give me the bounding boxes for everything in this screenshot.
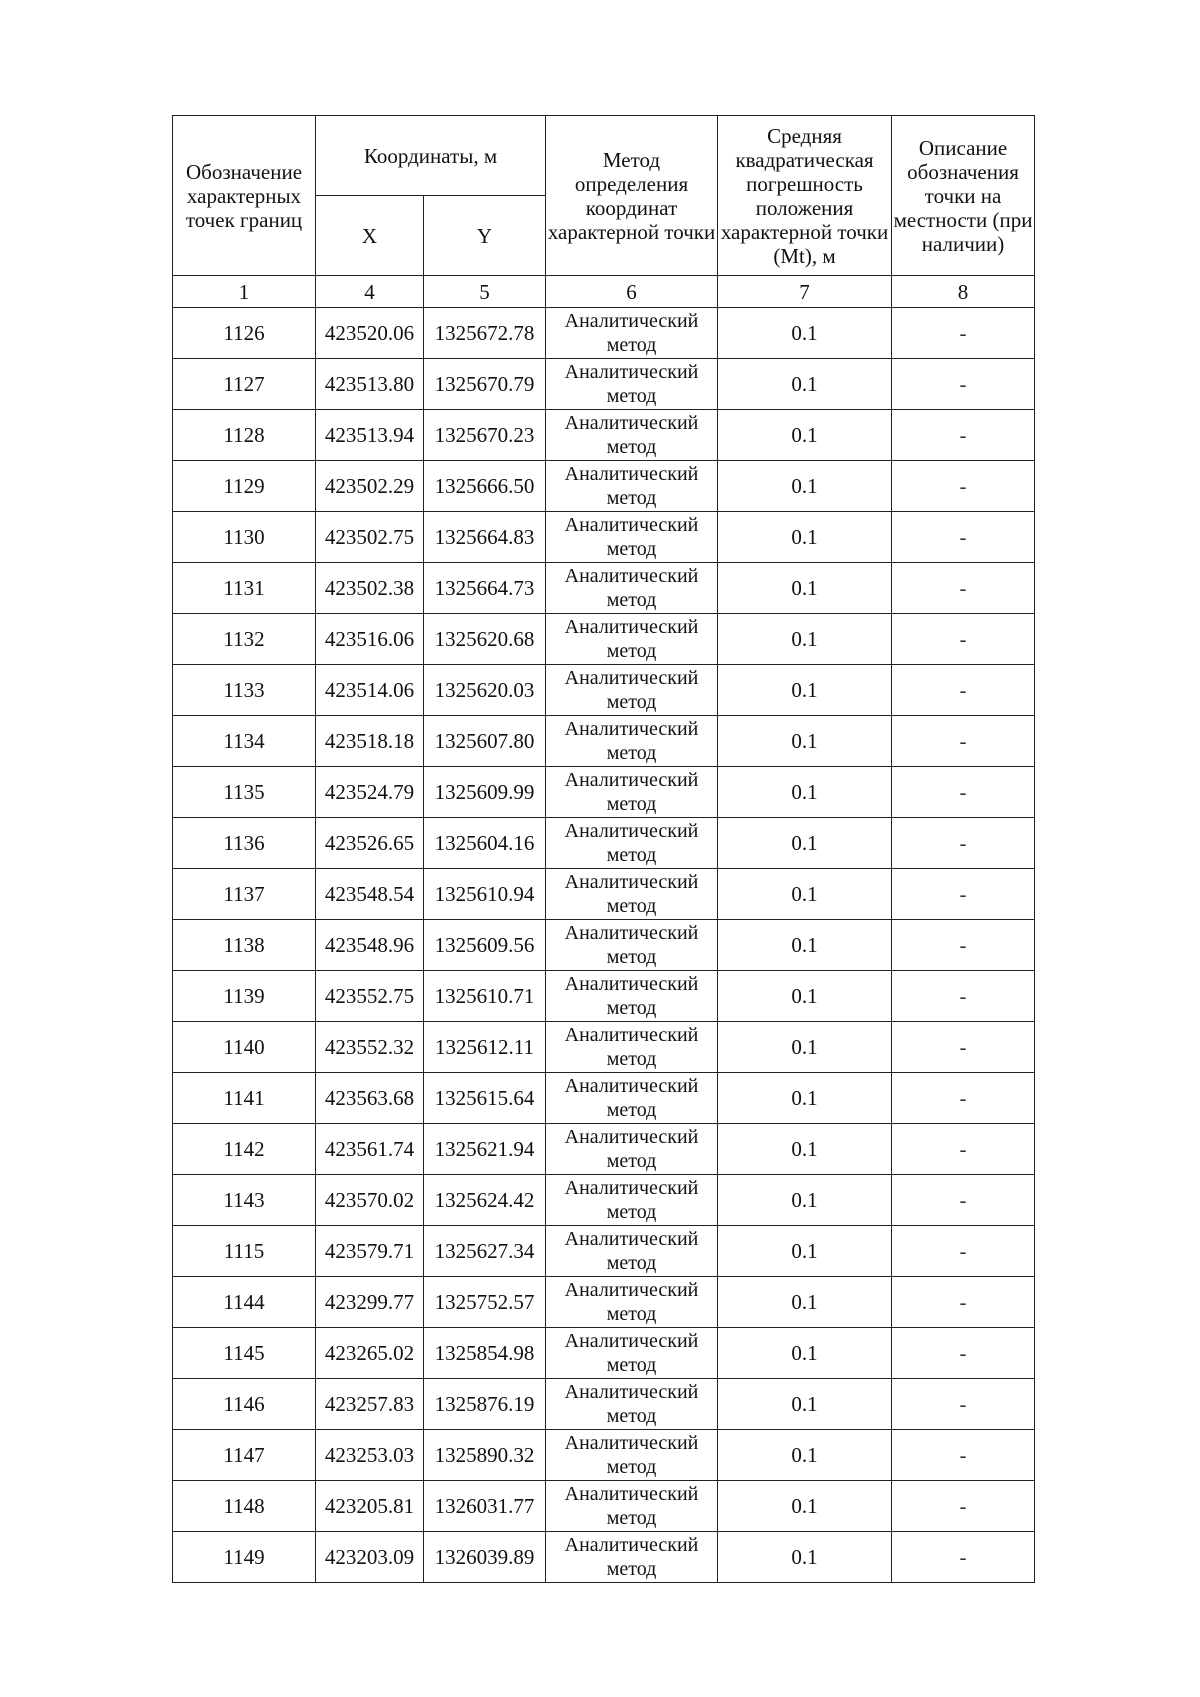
description-cell: - [892, 359, 1035, 410]
table-row [173, 1022, 1035, 1073]
error-cell: 0.1 [718, 665, 892, 716]
error-cell: 0.1 [718, 971, 892, 1022]
description-cell: - [892, 971, 1035, 1022]
description-cell: - [892, 665, 1035, 716]
error-cell: 0.1 [718, 461, 892, 512]
point-id-cell: 1144 [173, 1277, 316, 1328]
method-line-1: Аналитический [564, 718, 699, 740]
method-line-2: метод [606, 1099, 657, 1121]
method-line-2: метод [606, 589, 657, 611]
method-line-1: Аналитический [564, 1534, 699, 1556]
method-line-1: Аналитический [564, 871, 699, 893]
y-coordinate-cell: 1325610.94 [424, 869, 546, 920]
table-row [173, 665, 1035, 716]
point-id-cell: 1115 [173, 1226, 316, 1277]
table-row [173, 359, 1035, 410]
description-cell: - [892, 869, 1035, 920]
point-id-cell: 1147 [173, 1430, 316, 1481]
method-cell [546, 410, 718, 461]
method-line-1: Аналитический [564, 922, 699, 944]
method-line-1: Аналитический [564, 1126, 699, 1148]
method-line-1: Аналитический [564, 973, 699, 995]
y-coordinate-cell: 1325604.16 [424, 818, 546, 869]
method-line-1: Аналитический [564, 1075, 699, 1097]
x-coordinate-cell: 423520.06 [316, 308, 424, 359]
column-number: 7 [718, 276, 892, 308]
coordinates-table [172, 115, 1035, 1583]
column-number-row [173, 276, 1035, 308]
point-id-cell: 1132 [173, 614, 316, 665]
table-row [173, 1328, 1035, 1379]
method-cell [546, 1379, 718, 1430]
header-y: Y [424, 196, 546, 276]
method-line-1: Аналитический [564, 667, 699, 689]
description-cell: - [892, 1022, 1035, 1073]
table-row [173, 1073, 1035, 1124]
table-row [173, 614, 1035, 665]
method-cell [546, 563, 718, 614]
table-row [173, 512, 1035, 563]
y-coordinate-cell: 1325620.68 [424, 614, 546, 665]
error-cell: 0.1 [718, 1277, 892, 1328]
y-coordinate-cell: 1325621.94 [424, 1124, 546, 1175]
point-id-cell: 1128 [173, 410, 316, 461]
description-cell: - [892, 818, 1035, 869]
x-coordinate-cell: 423257.83 [316, 1379, 424, 1430]
x-coordinate-cell: 423513.94 [316, 410, 424, 461]
method-line-1: Аналитический [564, 412, 699, 434]
description-cell: - [892, 461, 1035, 512]
method-line-1: Аналитический [564, 1381, 699, 1403]
point-id-cell: 1140 [173, 1022, 316, 1073]
description-cell: - [892, 1277, 1035, 1328]
method-cell [546, 308, 718, 359]
method-cell [546, 971, 718, 1022]
method-line-1: Аналитический [564, 820, 699, 842]
method-line-2: метод [606, 538, 657, 560]
table-row [173, 1226, 1035, 1277]
method-line-1: Аналитический [564, 1330, 699, 1352]
x-coordinate-cell: 423265.02 [316, 1328, 424, 1379]
y-coordinate-cell: 1325670.79 [424, 359, 546, 410]
description-cell: - [892, 512, 1035, 563]
method-line-1: Аналитический [564, 565, 699, 587]
method-cell [546, 1175, 718, 1226]
method-line-2: метод [606, 1252, 657, 1274]
y-coordinate-cell: 1325620.03 [424, 665, 546, 716]
y-coordinate-cell: 1325672.78 [424, 308, 546, 359]
table-row [173, 716, 1035, 767]
description-cell: - [892, 563, 1035, 614]
y-coordinate-cell: 1325624.42 [424, 1175, 546, 1226]
description-cell: - [892, 410, 1035, 461]
method-line-2: метод [606, 844, 657, 866]
method-line-1: Аналитический [564, 1432, 699, 1454]
point-id-cell: 1130 [173, 512, 316, 563]
y-coordinate-cell: 1325607.80 [424, 716, 546, 767]
table-body [173, 308, 1035, 1583]
point-id-cell: 1126 [173, 308, 316, 359]
description-cell: - [892, 1328, 1035, 1379]
x-coordinate-cell: 423514.06 [316, 665, 424, 716]
x-coordinate-cell: 423205.81 [316, 1481, 424, 1532]
method-cell [546, 1277, 718, 1328]
header-point-label: Обозначение характерных точек границ [173, 116, 316, 276]
method-line-2: метод [606, 742, 657, 764]
method-line-2: метод [606, 895, 657, 917]
point-id-cell: 1139 [173, 971, 316, 1022]
table-row [173, 920, 1035, 971]
method-cell [546, 1022, 718, 1073]
method-line-2: метод [606, 691, 657, 713]
error-cell: 0.1 [718, 359, 892, 410]
error-cell: 0.1 [718, 1328, 892, 1379]
method-line-1: Аналитический [564, 1177, 699, 1199]
header-method: Метод определения координат характерной точки [546, 116, 718, 276]
method-cell [546, 1430, 718, 1481]
y-coordinate-cell: 1325666.50 [424, 461, 546, 512]
y-coordinate-cell: 1325854.98 [424, 1328, 546, 1379]
y-coordinate-cell: 1325664.83 [424, 512, 546, 563]
description-cell: - [892, 920, 1035, 971]
description-cell: - [892, 716, 1035, 767]
point-id-cell: 1134 [173, 716, 316, 767]
x-coordinate-cell: 423502.38 [316, 563, 424, 614]
y-coordinate-cell: 1325876.19 [424, 1379, 546, 1430]
point-id-cell: 1142 [173, 1124, 316, 1175]
error-cell: 0.1 [718, 767, 892, 818]
table-row [173, 461, 1035, 512]
point-id-cell: 1129 [173, 461, 316, 512]
point-id-cell: 1133 [173, 665, 316, 716]
y-coordinate-cell: 1325610.71 [424, 971, 546, 1022]
point-id-cell: 1143 [173, 1175, 316, 1226]
method-cell [546, 665, 718, 716]
header-description: Описание обозначения точки на местности (при наличии) [892, 116, 1035, 276]
y-coordinate-cell: 1326039.89 [424, 1532, 546, 1583]
x-coordinate-cell: 423570.02 [316, 1175, 424, 1226]
table-row [173, 1379, 1035, 1430]
x-coordinate-cell: 423548.54 [316, 869, 424, 920]
x-coordinate-cell: 423299.77 [316, 1277, 424, 1328]
method-line-1: Аналитический [564, 514, 699, 536]
point-id-cell: 1145 [173, 1328, 316, 1379]
method-line-2: метод [606, 487, 657, 509]
y-coordinate-cell: 1325627.34 [424, 1226, 546, 1277]
table-row [173, 563, 1035, 614]
header-error: Средняя квадратическая погрешность положения характерной точки (Mt), м [718, 116, 892, 276]
point-id-cell: 1138 [173, 920, 316, 971]
error-cell: 0.1 [718, 614, 892, 665]
table-row [173, 1481, 1035, 1532]
method-line-2: метод [606, 1405, 657, 1427]
table-row [173, 818, 1035, 869]
y-coordinate-cell: 1325752.57 [424, 1277, 546, 1328]
point-id-cell: 1149 [173, 1532, 316, 1583]
method-cell [546, 818, 718, 869]
method-line-2: метод [606, 793, 657, 815]
point-id-cell: 1137 [173, 869, 316, 920]
method-line-1: Аналитический [564, 1483, 699, 1505]
description-cell: - [892, 1124, 1035, 1175]
error-cell: 0.1 [718, 1379, 892, 1430]
description-cell: - [892, 1175, 1035, 1226]
column-number: 8 [892, 276, 1035, 308]
method-cell [546, 512, 718, 563]
method-line-2: метод [606, 1354, 657, 1376]
x-coordinate-cell: 423552.75 [316, 971, 424, 1022]
method-line-1: Аналитический [564, 1024, 699, 1046]
table-row [173, 767, 1035, 818]
x-coordinate-cell: 423518.18 [316, 716, 424, 767]
method-line-2: метод [606, 334, 657, 356]
method-line-2: метод [606, 1507, 657, 1529]
method-cell [546, 1328, 718, 1379]
table-row [173, 1175, 1035, 1226]
description-cell: - [892, 1379, 1035, 1430]
method-cell [546, 869, 718, 920]
table-row [173, 1124, 1035, 1175]
method-line-2: метод [606, 436, 657, 458]
x-coordinate-cell: 423524.79 [316, 767, 424, 818]
error-cell: 0.1 [718, 818, 892, 869]
method-cell [546, 767, 718, 818]
method-line-1: Аналитический [564, 361, 699, 383]
method-line-2: метод [606, 997, 657, 1019]
method-line-2: метод [606, 1150, 657, 1172]
description-cell: - [892, 1430, 1035, 1481]
method-cell [546, 716, 718, 767]
y-coordinate-cell: 1325615.64 [424, 1073, 546, 1124]
point-id-cell: 1136 [173, 818, 316, 869]
x-coordinate-cell: 423563.68 [316, 1073, 424, 1124]
y-coordinate-cell: 1326031.77 [424, 1481, 546, 1532]
y-coordinate-cell: 1325664.73 [424, 563, 546, 614]
error-cell: 0.1 [718, 869, 892, 920]
error-cell: 0.1 [718, 1481, 892, 1532]
method-line-2: метод [606, 1558, 657, 1580]
error-cell: 0.1 [718, 512, 892, 563]
x-coordinate-cell: 423526.65 [316, 818, 424, 869]
x-coordinate-cell: 423561.74 [316, 1124, 424, 1175]
description-cell: - [892, 1481, 1035, 1532]
x-coordinate-cell: 423253.03 [316, 1430, 424, 1481]
table-row [173, 1277, 1035, 1328]
x-coordinate-cell: 423579.71 [316, 1226, 424, 1277]
table-row [173, 1430, 1035, 1481]
table-row [173, 869, 1035, 920]
error-cell: 0.1 [718, 308, 892, 359]
method-cell [546, 1481, 718, 1532]
method-cell [546, 1226, 718, 1277]
column-number: 1 [173, 276, 316, 308]
method-line-1: Аналитический [564, 463, 699, 485]
table-row [173, 971, 1035, 1022]
method-line-1: Аналитический [564, 1228, 699, 1250]
error-cell: 0.1 [718, 920, 892, 971]
table-row [173, 1532, 1035, 1583]
column-number: 5 [424, 276, 546, 308]
method-cell [546, 920, 718, 971]
description-cell: - [892, 308, 1035, 359]
method-line-2: метод [606, 385, 657, 407]
method-line-1: Аналитический [564, 769, 699, 791]
description-cell: - [892, 1226, 1035, 1277]
error-cell: 0.1 [718, 1124, 892, 1175]
method-cell [546, 461, 718, 512]
point-id-cell: 1127 [173, 359, 316, 410]
x-coordinate-cell: 423516.06 [316, 614, 424, 665]
method-line-2: метод [606, 1048, 657, 1070]
x-coordinate-cell: 423552.32 [316, 1022, 424, 1073]
header-coordinates: Координаты, м [316, 116, 546, 196]
column-number: 6 [546, 276, 718, 308]
error-cell: 0.1 [718, 1073, 892, 1124]
x-coordinate-cell: 423502.75 [316, 512, 424, 563]
y-coordinate-cell: 1325890.32 [424, 1430, 546, 1481]
method-line-1: Аналитический [564, 1279, 699, 1301]
method-line-2: метод [606, 1456, 657, 1478]
point-id-cell: 1141 [173, 1073, 316, 1124]
method-line-2: метод [606, 1201, 657, 1223]
point-id-cell: 1135 [173, 767, 316, 818]
method-line-2: метод [606, 640, 657, 662]
y-coordinate-cell: 1325609.56 [424, 920, 546, 971]
error-cell: 0.1 [718, 563, 892, 614]
error-cell: 0.1 [718, 1175, 892, 1226]
description-cell: - [892, 767, 1035, 818]
error-cell: 0.1 [718, 1532, 892, 1583]
description-cell: - [892, 1532, 1035, 1583]
column-number: 4 [316, 276, 424, 308]
point-id-cell: 1148 [173, 1481, 316, 1532]
description-cell: - [892, 1073, 1035, 1124]
x-coordinate-cell: 423502.29 [316, 461, 424, 512]
method-line-2: метод [606, 1303, 657, 1325]
error-cell: 0.1 [718, 1022, 892, 1073]
error-cell: 0.1 [718, 1430, 892, 1481]
table-row [173, 308, 1035, 359]
method-cell [546, 1532, 718, 1583]
method-cell [546, 359, 718, 410]
header-x: X [316, 196, 424, 276]
point-id-cell: 1146 [173, 1379, 316, 1430]
y-coordinate-cell: 1325670.23 [424, 410, 546, 461]
method-cell [546, 1073, 718, 1124]
x-coordinate-cell: 423548.96 [316, 920, 424, 971]
error-cell: 0.1 [718, 716, 892, 767]
method-line-1: Аналитический [564, 310, 699, 332]
method-line-1: Аналитический [564, 616, 699, 638]
x-coordinate-cell: 423513.80 [316, 359, 424, 410]
y-coordinate-cell: 1325609.99 [424, 767, 546, 818]
point-id-cell: 1131 [173, 563, 316, 614]
error-cell: 0.1 [718, 1226, 892, 1277]
method-cell [546, 614, 718, 665]
method-line-2: метод [606, 946, 657, 968]
y-coordinate-cell: 1325612.11 [424, 1022, 546, 1073]
table-row [173, 410, 1035, 461]
method-cell [546, 1124, 718, 1175]
error-cell: 0.1 [718, 410, 892, 461]
description-cell: - [892, 614, 1035, 665]
x-coordinate-cell: 423203.09 [316, 1532, 424, 1583]
